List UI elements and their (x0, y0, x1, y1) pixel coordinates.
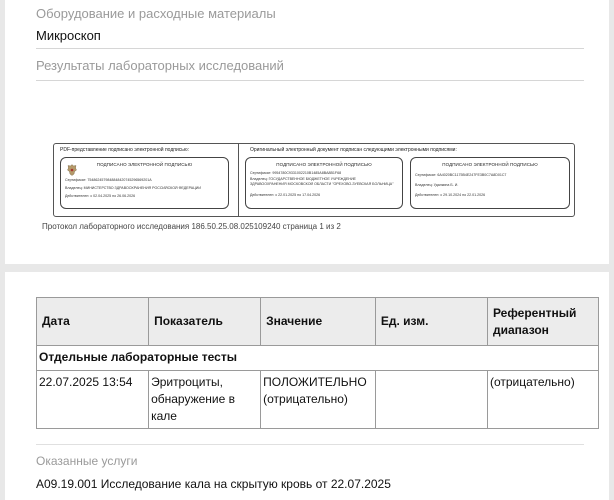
column-header-value: Значение (261, 298, 376, 346)
column-header-date: Дата (37, 298, 149, 346)
lab-results-table (36, 297, 599, 429)
stamp-title: ПОДПИСАНО ЭЛЕКТРОННОЙ ПОДПИСЬЮ (276, 162, 372, 167)
divider (36, 48, 584, 49)
equipment-label: Оборудование и расходные материалы (36, 6, 276, 21)
divider (36, 80, 584, 81)
group-title: Отдельные лабораторные тесты (37, 346, 599, 371)
stamp-title: ПОДПИСАНО ЭЛЕКТРОННОЙ ПОДПИСЬЮ (96, 162, 193, 167)
table-header-row (37, 298, 599, 346)
signature-block (53, 143, 575, 217)
stamp-validity: Действителен: с 02.04.2025 по 26.06.2026 (65, 194, 136, 198)
document-page-2 (5, 272, 609, 500)
column-header-unit: Ед. изм. (375, 298, 487, 346)
cell-value: ПОЛОЖИТЕЛЬНО (отрицательно) (261, 371, 376, 429)
signature-left-header: PDF-представление подписано электронной подписью: (60, 147, 189, 153)
stamp-owner-continued: ЗДРАВООХРАНЕНИЯ МОСКОВСКОЙ ОБЛАСТИ "ОРЕХОВО-ЗУЕВСКАЯ БОЛЬНИЦА" (250, 182, 394, 186)
protocol-footer: Протокол лабораторного исследования 186.50.25.08.025109240 страница 1 из 2 (42, 222, 341, 231)
stamp-certificate: Сертификат: 6A4020BC1175B4E247FE3B0C7A8D01C7 (415, 173, 507, 177)
cell-date: 22.07.2025 13:54 (37, 371, 149, 429)
stamp-certificate: Сертификат: 7548624579848848420745296569201A (65, 178, 152, 182)
services-value: A09.19.001 Исследование кала на скрытую кровь от 22.07.2025 (36, 477, 391, 491)
stamp-owner: Владелец: Удалкина Б. И. (415, 183, 459, 187)
signature-stamp-person (410, 157, 570, 209)
cell-unit (375, 371, 487, 429)
stamp-validity: Действителен: с 29.10.2024 по 22.01.2026 (415, 193, 486, 197)
cell-indicator: Эритроциты, обнаружение в кале (149, 371, 261, 429)
cell-reference: (отрицательно) (487, 371, 598, 429)
stamp-certificate: Сертификат: 9954780C9331002210B1485A8BA8B1F68 (250, 171, 342, 175)
signature-stamp-ministry (60, 157, 229, 209)
column-header-reference: Референтный диапазон (487, 298, 598, 346)
stamp-owner: Владелец: ГОСУДАРСТВЕННОЕ БЮДЖЕТНОЕ УЧРЕЖДЕНИЕ (250, 177, 356, 181)
document-page-1 (5, 0, 609, 264)
stamp-title: ПОДПИСАНО ЭЛЕКТРОННОЙ ПОДПИСЬЮ (442, 162, 538, 167)
column-header-indicator: Показатель (149, 298, 261, 346)
table-row (37, 371, 599, 429)
signature-right-header: Оригинальный электронный документ подписан следующими электронными подписями: (250, 147, 457, 153)
stamp-validity: Действителен: с 22.01.2025 по 17.04.2026 (250, 193, 321, 197)
table-group-row (37, 346, 599, 371)
services-label: Оказанные услуги (36, 454, 138, 468)
lab-results-label: Результаты лабораторных исследований (36, 58, 284, 73)
signature-divider (238, 144, 239, 216)
divider (36, 444, 584, 445)
stamp-owner: Владелец: МИНИСТЕРСТВО ЗДРАВООХРАНЕНИЯ РОССИЙСКОЙ ФЕДЕРАЦИИ (65, 186, 201, 190)
equipment-value: Микроскоп (36, 28, 101, 43)
signature-stamp-hospital (245, 157, 403, 209)
